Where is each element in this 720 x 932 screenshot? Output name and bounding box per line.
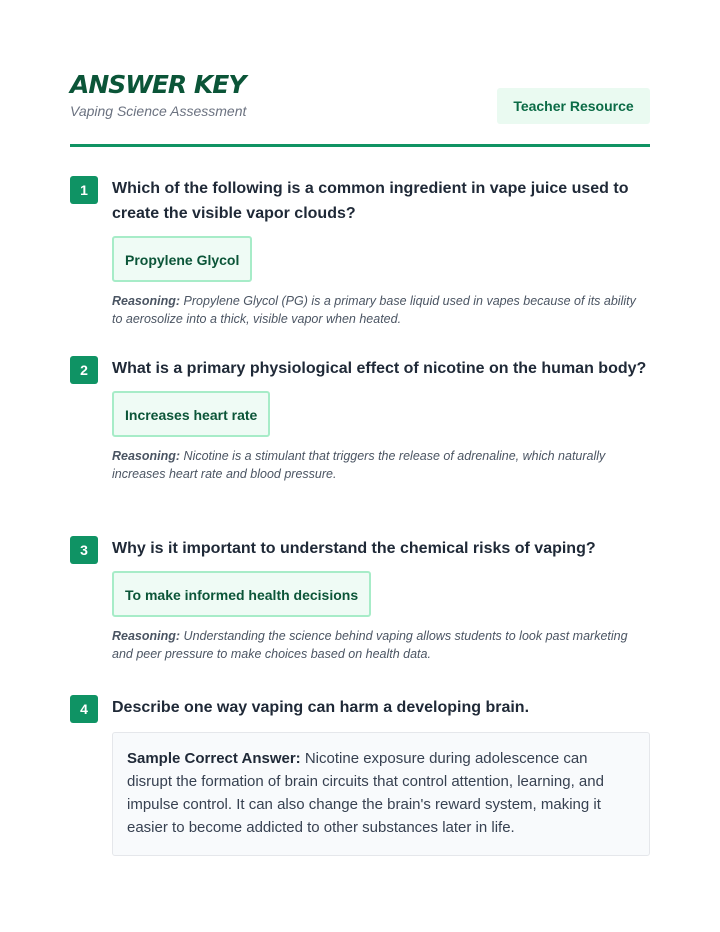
sample-answer-body: Nicotine exposure during adolescence can disrupt the formation of brain circuits that control attention, learning, and impulse control. It can also change the brain's reward system, making it easier to become addicted to other substances later in life. [127, 750, 604, 836]
question-text: Which of the following is a common ingredient in vape juice used to create the visible vapor clouds? [112, 180, 629, 222]
page-title: ANSWER KEY [70, 70, 246, 99]
page-subtitle: Vaping Science Assessment [70, 103, 247, 119]
question-number: 1 [70, 176, 98, 204]
question-text: Describe one way vaping can harm a developing brain. [112, 699, 530, 716]
question-number: 4 [70, 695, 98, 723]
question-item [70, 536, 650, 663]
reasoning-body: Understanding the science behind vaping allows students to look past marketing and peer pressure to make choices based on health data. [112, 629, 628, 661]
reasoning-body: Nicotine is a stimulant that triggers the release of adrenaline, which naturally increases heart rate and blood pressure. [112, 449, 606, 481]
reasoning-text [112, 447, 642, 483]
question-number: 3 [70, 536, 98, 564]
answer-box: To make informed health decisions [112, 571, 371, 617]
reasoning-text [112, 627, 642, 663]
question-text: What is a primary physiological effect of nicotine on the human body? [112, 360, 647, 377]
sample-answer-label: Sample Correct Answer: [127, 750, 301, 767]
reasoning-label: Reasoning: [112, 449, 181, 463]
reasoning-body: Propylene Glycol (PG) is a primary base liquid used in vapes because of its ability to aerosolize into a thick, visible vapor when heated. [112, 294, 636, 326]
reasoning-text [112, 292, 642, 328]
answer-box: Increases heart rate [112, 391, 270, 437]
reasoning-label: Reasoning: [112, 294, 181, 308]
header-divider [70, 144, 650, 147]
question-item [70, 695, 650, 856]
sample-answer-box [112, 732, 650, 856]
question-number: 2 [70, 356, 98, 384]
reasoning-label: Reasoning: [112, 629, 181, 643]
question-text: Why is it important to understand the chemical risks of vaping? [112, 540, 596, 557]
answer-box: Propylene Glycol [112, 236, 252, 282]
question-item [70, 176, 650, 328]
header [70, 70, 650, 130]
teacher-resource-badge: Teacher Resource [497, 88, 650, 124]
question-item [70, 356, 650, 483]
